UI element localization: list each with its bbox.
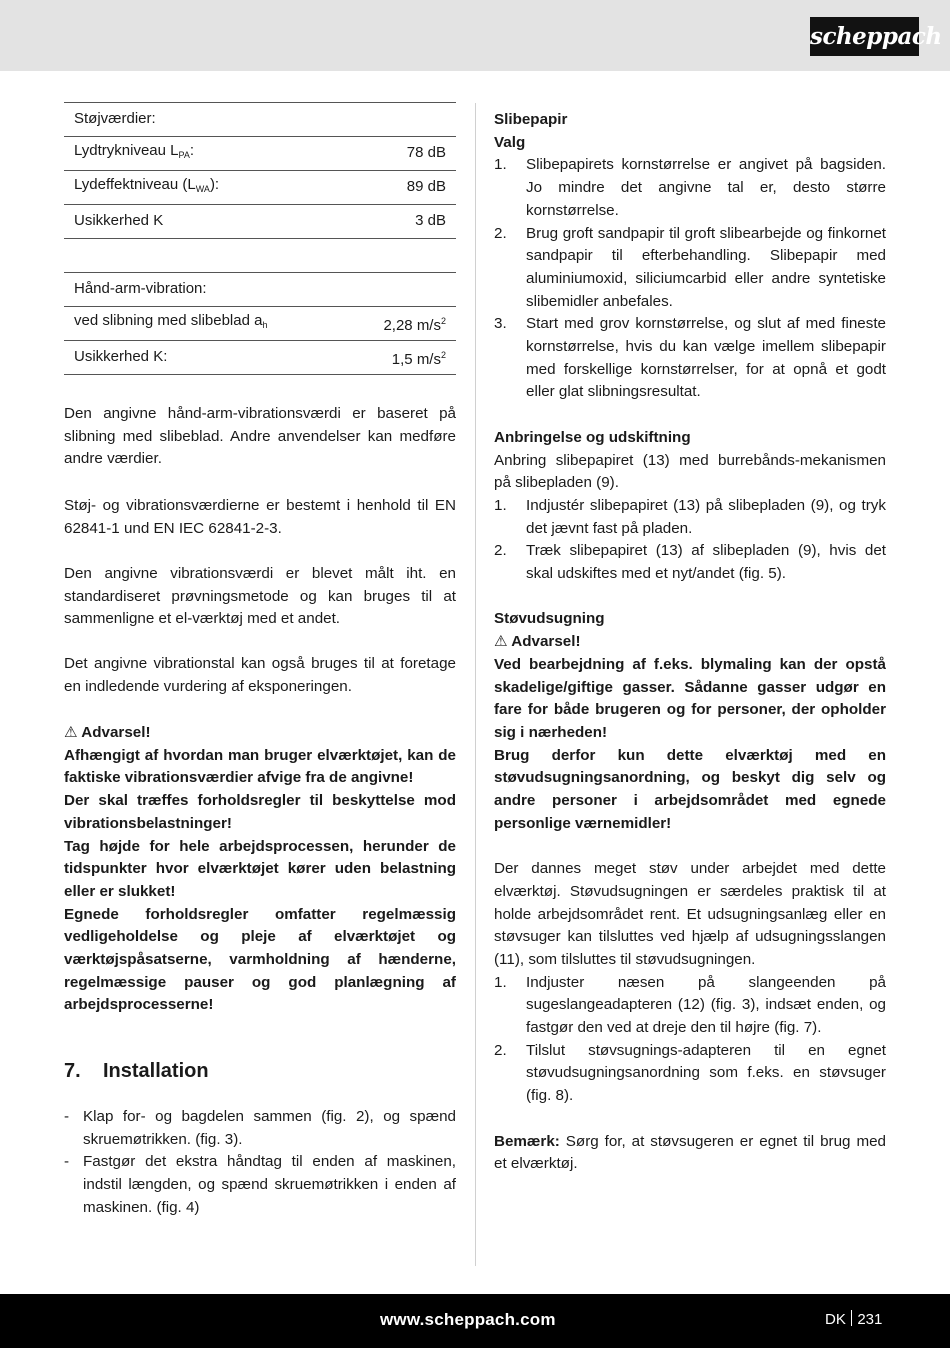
- warning-line: Der skal træffes forholdsregler til beskyttelse mod vibrationsbelastninger!: [64, 792, 456, 832]
- table-label: Lydtrykniveau $L_{PA}$:: [64, 137, 347, 171]
- table-row: [64, 205, 456, 239]
- list-item: 1. Indjustér slibepapiret (13) på slibepladen (9), og tryk det jævnt fast på pladen.: [494, 496, 886, 537]
- warning-icon: ⚠: [64, 724, 78, 741]
- warning-line: Brug derfor kun dette elværktøj med en støvudsugningsanordning, og beskyt dig selv og andre personer i arbejdsområdet med egnede personlige værnemidler!: [494, 746, 886, 832]
- anbringelse-list: [494, 495, 886, 586]
- paragraph: Anbring slibepapiret (13) med burrebånds-mekanismen på slibepladen (9).: [494, 451, 886, 492]
- warning-line: Ved bearbejdning af f.eks. blymaling kan der opstå skadelige/giftige gasser. Sådanne gasser udgør en fare for både brugeren og for personer, der opholder sig i nærheden!: [494, 655, 886, 741]
- table-label: Lydeffektniveau $(L_{WA})$:: [64, 171, 347, 205]
- heading-stovudsugning: Støvudsugning: [494, 610, 605, 628]
- table-label: ved slibning med slibeblad $a_h$: [64, 307, 347, 341]
- list-item: 1. Indjuster næsen på slangeenden på sugeslangeadapteren (12) (fig. 3), indsæt enden, og fastgør den ved at dreje den til højre (fig. 7).: [494, 973, 886, 1037]
- heading-slibepapir: Slibepapir: [494, 111, 568, 128]
- paragraph: Den angivne hånd-arm-vibrationsværdi er baseret på slibning med slibeblad. Andre anvendelser kan medføre andre værdier.: [64, 405, 456, 468]
- list-item: 2. Tilslut støvsugnings-adapteren til en egnet støvudsugningsanordning som f.eks. en støvsuger (fig. 8).: [494, 1041, 886, 1105]
- table-value: 2,28 $m/s^2$: [347, 307, 456, 341]
- list-item: 1. Slibepapirets kornstørrelse er angivet på bagsiden. Jo mindre det angivne tal er, desto større kornstørrelse.: [494, 156, 886, 219]
- table-row: [64, 273, 456, 307]
- scheppach-logo: scheppach: [810, 17, 919, 56]
- column-divider: [475, 103, 476, 1266]
- warning-title: Advarsel!: [511, 633, 581, 651]
- stovudsugning-list: [494, 972, 886, 1108]
- warning-line: Afhængigt af hvordan man bruger elværktøjet, kan de faktiske vibrationsværdier afvige fra de angivne!: [64, 746, 456, 787]
- table-value: 78 dB: [347, 137, 456, 171]
- note-label: Bemærk:: [494, 1132, 560, 1150]
- list-item: 2. Brug groft sandpapir til groft slibearbejde og finkornet sandpapir til efterbehandling. Slibepapir med aluminiumoxid, siliciumcarbid eller andre syntetiske slibemidler anbefales.: [494, 224, 886, 310]
- paragraph: Det angivne vibrationstal kan også bruges til at foretage en indledende vurdering af eksponeringen.: [64, 655, 456, 695]
- install-list: [64, 1106, 456, 1220]
- page-header: [0, 0, 950, 71]
- right-column: [494, 109, 886, 1176]
- warning-title: Advarsel!: [81, 724, 151, 741]
- table-row: [64, 171, 456, 205]
- list-item: - Fastgør det ekstra håndtag til enden af maskinen, indstil længden, og spænd skruemøtrikken i enden af maskinen. (fig. 4): [64, 1151, 456, 1219]
- table-label: Usikkerhed K: [64, 205, 347, 239]
- paragraph: Støj- og vibrationsværdierne er bestemt i henhold til EN 62841-1 und EN IEC 62841-2-3.: [64, 497, 456, 537]
- note: Bemærk: Sørg for, at støvsugeren er egnet til brug med et elværktøj.: [494, 1132, 886, 1173]
- warning-block: [494, 631, 886, 835]
- table-value: 3 dB: [347, 205, 456, 239]
- noise-title: Støjværdier:: [64, 103, 456, 137]
- table-row: [64, 137, 456, 171]
- paragraph: Den angivne vibrationsværdi er blevet målt iht. en standardiseret prøvningsmetode og kan bruges til at sammenligne et el-værktøj med et andet.: [64, 565, 456, 628]
- table-value: 89 dB: [347, 171, 456, 205]
- paragraph: Der dannes meget støv under arbejdet med dette elværktøj. Støvudsugningen er særdeles praktisk til at holde arbejdsområdet rent. Et udsugningsanlæg eller en støvsuger kan tilsluttes ved hjælp af udsugningsslangen (11), som tilsluttes til støvudsugningen.: [494, 860, 886, 968]
- list-item: - Klap for- og bagdelen sammen (fig. 2), og spænd skruemøtrikken. (fig. 3).: [64, 1106, 456, 1151]
- table-row: [64, 103, 456, 137]
- table-label: Usikkerhed K:: [64, 341, 347, 375]
- warning-line: Egnede forholdsregler omfatter regelmæssig vedligeholdelse og pleje af elværktøjet og værktøjspåsatserne, varmholdning af hænderne, regelmæssige pauser og god planlægning af arbejdsprocesserne!: [64, 905, 456, 1014]
- list-item: 2. Træk slibepapiret (13) af slibepladen (9), hvis det skal udskiftes med et nyt/andet (fig. 5).: [494, 542, 886, 583]
- table-row: [64, 341, 456, 375]
- page-number: DK 231: [825, 1311, 883, 1328]
- warning-icon: ⚠: [494, 633, 508, 651]
- warning-line: Tag højde for hele arbejdsprocessen, herunder de tidspunkter hvor elværktøjet kører uden belastning eller er slukket!: [64, 837, 456, 900]
- table-row: [64, 239, 456, 273]
- website-link[interactable]: www.scheppach.com: [380, 1310, 556, 1329]
- heading-valg: Valg: [494, 133, 526, 151]
- values-table: [64, 102, 456, 375]
- table-row: [64, 307, 456, 341]
- table-value: 1,5 $m/s^2$: [347, 341, 456, 375]
- heading-anbringelse: Anbringelse og udskiftning: [494, 428, 691, 446]
- warning-block: [64, 722, 456, 1017]
- page-footer: [0, 1294, 950, 1348]
- list-item: 3. Start med grov kornstørrelse, og slut af med fineste kornstørrelse, hvis du kan vælge imellem slibepapir med forskellige kornstørrelser, for at opnå et godt eller glat slibningsresultat.: [494, 315, 886, 401]
- section-heading: 7. Installation: [64, 1060, 209, 1082]
- valg-list: [494, 154, 886, 404]
- vibration-title: Hånd-arm-vibration:: [64, 273, 456, 307]
